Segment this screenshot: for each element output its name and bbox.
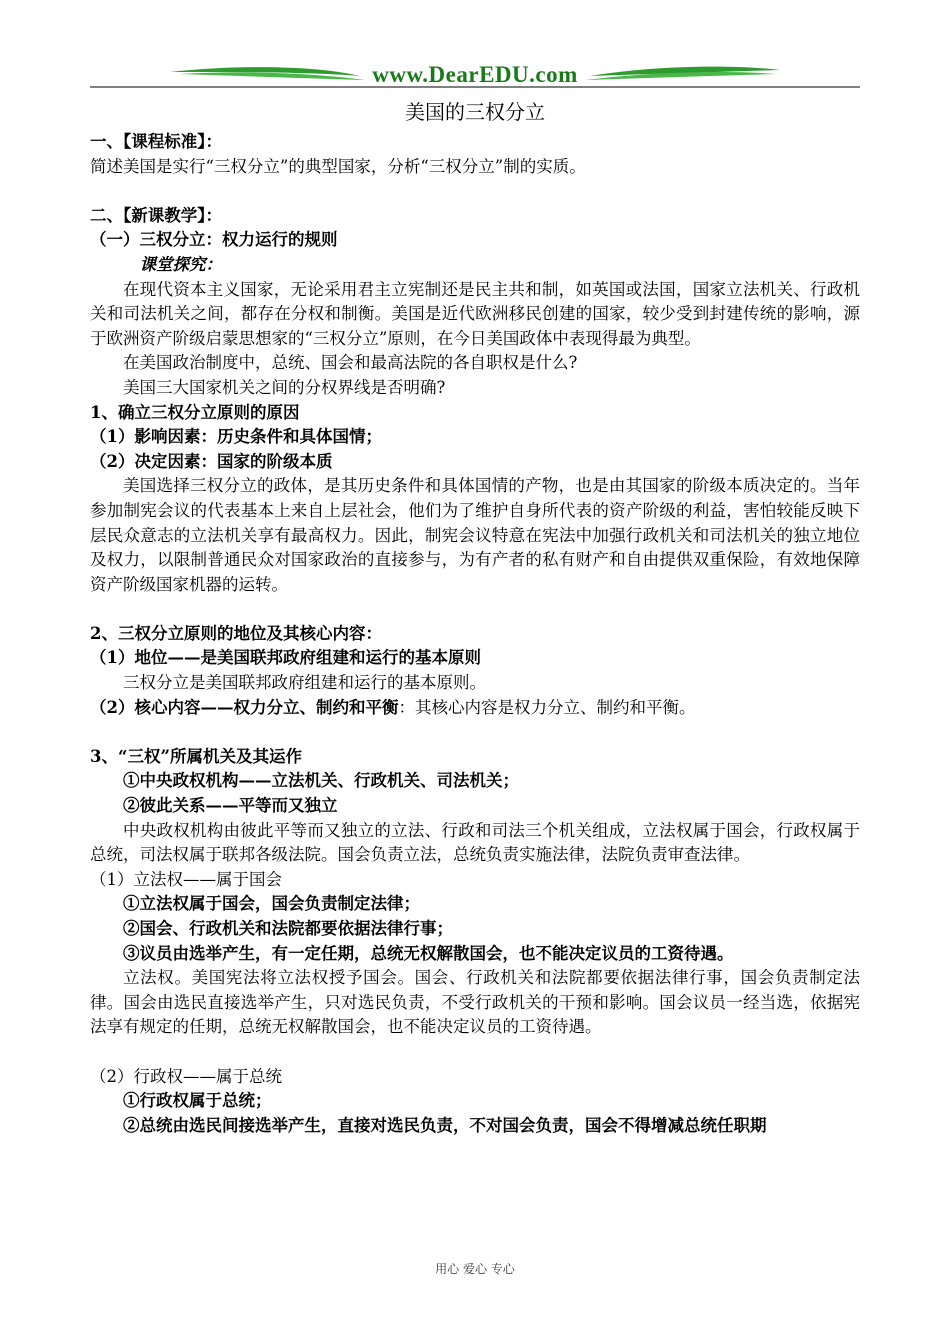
factor-item: （1）影响因素：历史条件和具体国情； (90, 427, 382, 447)
list-item: ①中央政权机构——立法机关、行政机关、司法机关； (123, 771, 519, 791)
list-item: ③议员由选举产生，有一定任期，总统无权解散国会，也不能决定议员的工资待遇。 (123, 943, 734, 963)
document-title: 美国的三权分立 (405, 100, 545, 124)
list-item: ①立法权属于国会，国会负责制定法律； (123, 894, 420, 914)
paragraph: 中央政权机构由彼此平等而又独立的立法、行政和司法三个机关组成，立法权属于国会，行政权属于总统，司法权属于联邦各级法院。国会负责立法，总统负责实施法律，法院负责审查法律。 (90, 820, 860, 865)
part-heading: 1、确立三权分立原则的原因 (90, 402, 300, 422)
question: 美国三大国家机关之间的分权界线是否明确? (123, 377, 446, 397)
paragraph: 立法权。美国宪法将立法权授予国会。国会、行政机关和法院都要依据法律行事，国会负责制定法律。国会由选民直接选举产生，只对选民负责，不受行政机关的干预和影响。国会议员一经当选，依据宪法享有规定的任期，总统无权解散国会，也不能决定议员的工资待遇。 (90, 968, 860, 1037)
status-item: （1）地位——是美国联邦政府组建和运行的基本原则 (90, 648, 481, 668)
list-item: ②彼此关系——平等而又独立 (123, 796, 338, 816)
subsection-heading: （一）三权分立：权力运行的规则 (90, 230, 338, 250)
list-item: ②总统由选民间接选举产生，直接对选民负责，不对国会负责，国会不得增减总统任职期 (123, 1115, 767, 1135)
question: 在美国政治制度中，总统、国会和最高法院的各自职权是什么? (123, 353, 578, 373)
section-heading-new-lesson: 二、【新课教学】： (90, 205, 222, 225)
page-footer: 用心 爱心 专心 (435, 1262, 515, 1276)
paragraph: 三权分立是美国联邦政府组建和运行的基本原则。 (123, 673, 486, 693)
factor-item: （2）决定因素：国家的阶级本质 (90, 451, 333, 471)
executive-heading: （2）行政权——属于总统 (90, 1066, 282, 1086)
section-heading-curriculum: 一、【课程标准】： (90, 132, 222, 151)
core-content-item (90, 696, 860, 721)
core-content-label: （2）核心内容——权力分立、制约和平衡 (90, 697, 399, 717)
classroom-explore-label: 课堂探究： (139, 254, 222, 274)
paragraph: 美国选择三权分立的政体，是其历史条件和具体国情的产物，也是由其国家的阶级本质决定的。当年参加制宪会议的代表基本上来自上层社会，他们为了维护自身所代表的资产阶级的利益，害怕较能反映下层民众意志的立法机关享有最高权力。因此，制宪会议特意在宪法中加强行政机关和司法机关的独立地位及权力，以限制普通民众对国家政治的直接参与，为有产者的私有财产和自由提供双重保险，有效地保障资产阶级国家机器的运转。 (90, 476, 860, 594)
legislative-heading: （1）立法权——属于国会 (90, 869, 282, 889)
site-logo-text[interactable]: www.DearEDU.com (372, 62, 578, 87)
list-item: ②国会、行政机关和法院都要依据法律行事； (123, 919, 453, 938)
core-content-text: ：其核心内容是权力分立、制约和平衡。 (398, 697, 696, 717)
part-heading: 2、三权分立原则的地位及其核心内容： (90, 623, 382, 643)
document-body (90, 96, 860, 1138)
site-header-banner (90, 60, 860, 92)
list-item: ①行政权属于总统； (123, 1091, 272, 1111)
paragraph: 在现代资本主义国家，无论采用君主立宪制还是民主共和制，如英国或法国，国家立法机关、行政机关和司法机关之间，都存在分权和制衡。美国是近代欧洲移民创建的国家，较少受到封建传统的影响，源于欧洲资产阶级启蒙思想家的“三权分立”原则，在今日美国政体中表现得最为典型。 (90, 279, 860, 348)
curriculum-text: 简述美国是实行“三权分立”的典型国家，分析“三权分立”制的实质。 (90, 156, 586, 176)
part-heading: 3、“三权”所属机关及其运作 (90, 746, 302, 766)
